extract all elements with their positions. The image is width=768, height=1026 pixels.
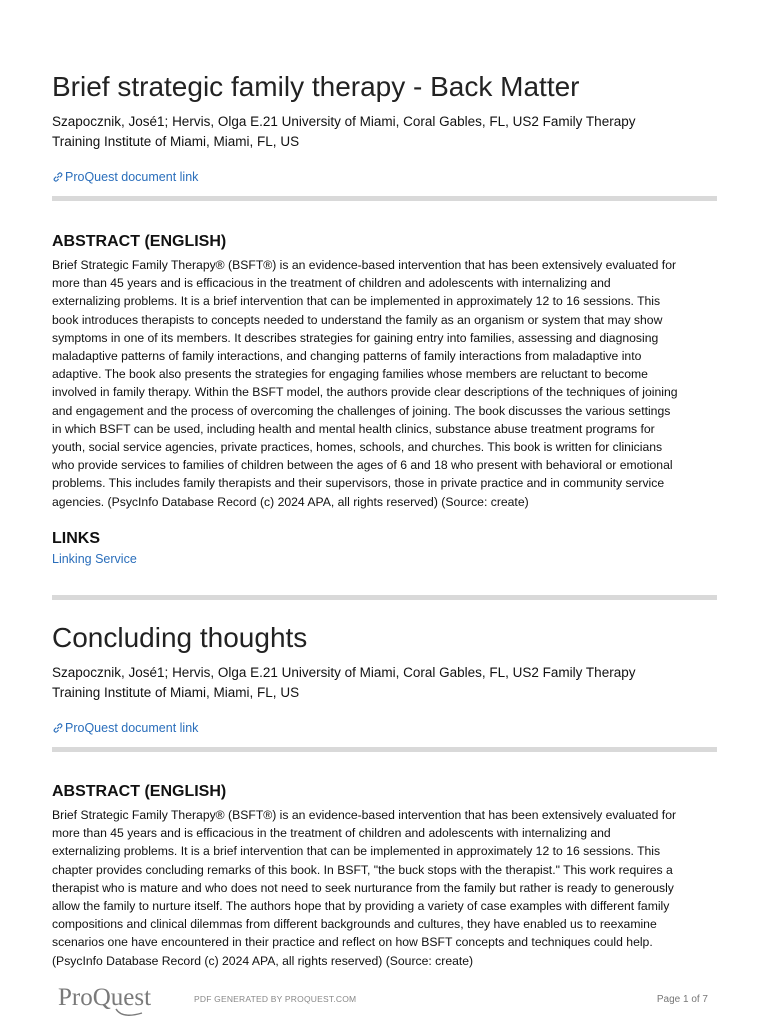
abstract-line: Brief Strategic Family Therapy® (BSFT®) is an evidence-based intervention that has been extensively evaluated for (52, 808, 677, 822)
abstract-line: externalizing problems. It is a brief intervention that can be implemented in approximately 12 to 16 sessions. This (52, 844, 661, 859)
authors-line: Szapocznik, José1; Hervis, Olga E.21 University of Miami, Coral Gables, FL, US2 Family Therapy (52, 114, 636, 129)
abstract-line: more than 45 years and is efficacious in the treatment of children and adolescents with internalizing and (52, 276, 611, 291)
abstract-line: (PsycInfo Database Record (c) 2024 APA, all rights reserved) (Source: create) (52, 953, 474, 968)
abstract-line: maladaptive patterns of family interactions, and changing patterns of family interactions from maladaptive into (52, 349, 642, 364)
links-section (52, 529, 717, 566)
section-divider (52, 196, 717, 201)
authors-line: Szapocznik, José1; Hervis, Olga E.21 University of Miami, Coral Gables, FL, US2 Family Therapy (52, 665, 636, 680)
section-divider (52, 747, 717, 752)
abstract-line: allow the family to nurture itself. The authors hope that by providing a variety of case examples with different family (52, 899, 670, 914)
abstract-line: who provide services to families of children between the ages of 6 and 18 who present with behavioral or emotional (52, 458, 673, 473)
record-title: Concluding thoughts (52, 622, 308, 653)
doc-link-label: ProQuest document link (65, 721, 199, 735)
abstract-line: agencies. (PsycInfo Database Record (c) 2024 APA, all rights reserved) (Source: create) (52, 494, 529, 509)
abstract-line: therapist who is mature and who does not need to seek nurturance from the family but rather is ready to generously (52, 880, 674, 895)
abstract-line: compositions and clinical dilemmas from different backgrounds and cultures, they have enabled us to reexamine (52, 917, 657, 932)
abstract-line: Brief Strategic Family Therapy® (BSFT®) is an evidence-based intervention that has been extensively evaluated for (52, 258, 677, 272)
record-authors (52, 663, 717, 703)
abstract-line: involved in family therapy. Within the BSFT model, the authors provide clear descriptions of the techniques of joining (52, 385, 678, 400)
abstract-line: youth, social service agencies, private practices, homes, schools, and churches. This book is written for clinicians (52, 440, 663, 455)
abstract-section (52, 782, 717, 970)
abstract-line: more than 45 years and is efficacious in the treatment of children and adolescents with internalizing and (52, 826, 611, 841)
abstract-line: chapter provides concluding remarks of this book. In BSFT, "the buck stops with the therapist." This work requires a (52, 862, 673, 877)
section-divider (52, 595, 717, 600)
page-number: Page 1 of 7 (656, 994, 708, 1005)
link-icon (52, 171, 64, 183)
abstract-line: and engagement and the process of overcoming the challenges of joining. The book discusses the various settings (52, 403, 671, 418)
abstract-line: adaptive. The book also presents the strategies for engaging families whose members are reluctant to become (52, 367, 648, 382)
abstract-line: scenarios one have encountered in their practice and reflect on how BSFT concepts and techniques could help. (52, 935, 653, 950)
record-2 (52, 621, 717, 735)
authors-line: Training Institute of Miami, Miami, FL, US (52, 685, 300, 700)
page-footer (0, 975, 768, 1024)
abstract-text (52, 806, 717, 970)
abstract-line: book introduces therapists to concepts needed to understand the family as an organism or system that may show (52, 312, 663, 327)
abstract-line: symptoms in one of its members. It describes strategies for gaining entry into families, assessing and diagnosing (52, 330, 659, 345)
record-1 (52, 70, 717, 184)
abstract-line: problems. This includes family therapists and their supervisors, those in private practice and in community service (52, 476, 665, 491)
proquest-logo-icon (56, 979, 156, 1021)
abstract-line: externalizing problems. It is a brief intervention that can be implemented in approximately 12 to 16 sessions. This (52, 294, 661, 309)
link-icon (52, 722, 64, 734)
record-title: Brief strategic family therapy - Back Matter (52, 71, 580, 102)
proquest-logo (56, 979, 156, 1026)
svg-text:ProQuest: ProQuest (58, 984, 152, 1011)
pdf-generated-label: PDF GENERATED BY PROQUEST.COM (194, 994, 357, 1004)
abstract-section (52, 232, 717, 511)
proquest-document-link[interactable] (52, 170, 717, 184)
record-authors (52, 112, 717, 152)
abstract-text (52, 256, 717, 511)
abstract-line: in which BSFT can be used, including health and mental health clinics, substance abuse treatment programs for (52, 421, 655, 436)
links-heading: LINKS (52, 530, 100, 547)
proquest-document-link[interactable] (52, 721, 717, 735)
abstract-heading: ABSTRACT (ENGLISH) (52, 233, 227, 250)
authors-line: Training Institute of Miami, Miami, FL, US (52, 134, 300, 149)
linking-service-link[interactable]: Linking Service (52, 552, 137, 566)
abstract-heading: ABSTRACT (ENGLISH) (52, 783, 227, 800)
doc-link-label: ProQuest document link (65, 170, 199, 184)
